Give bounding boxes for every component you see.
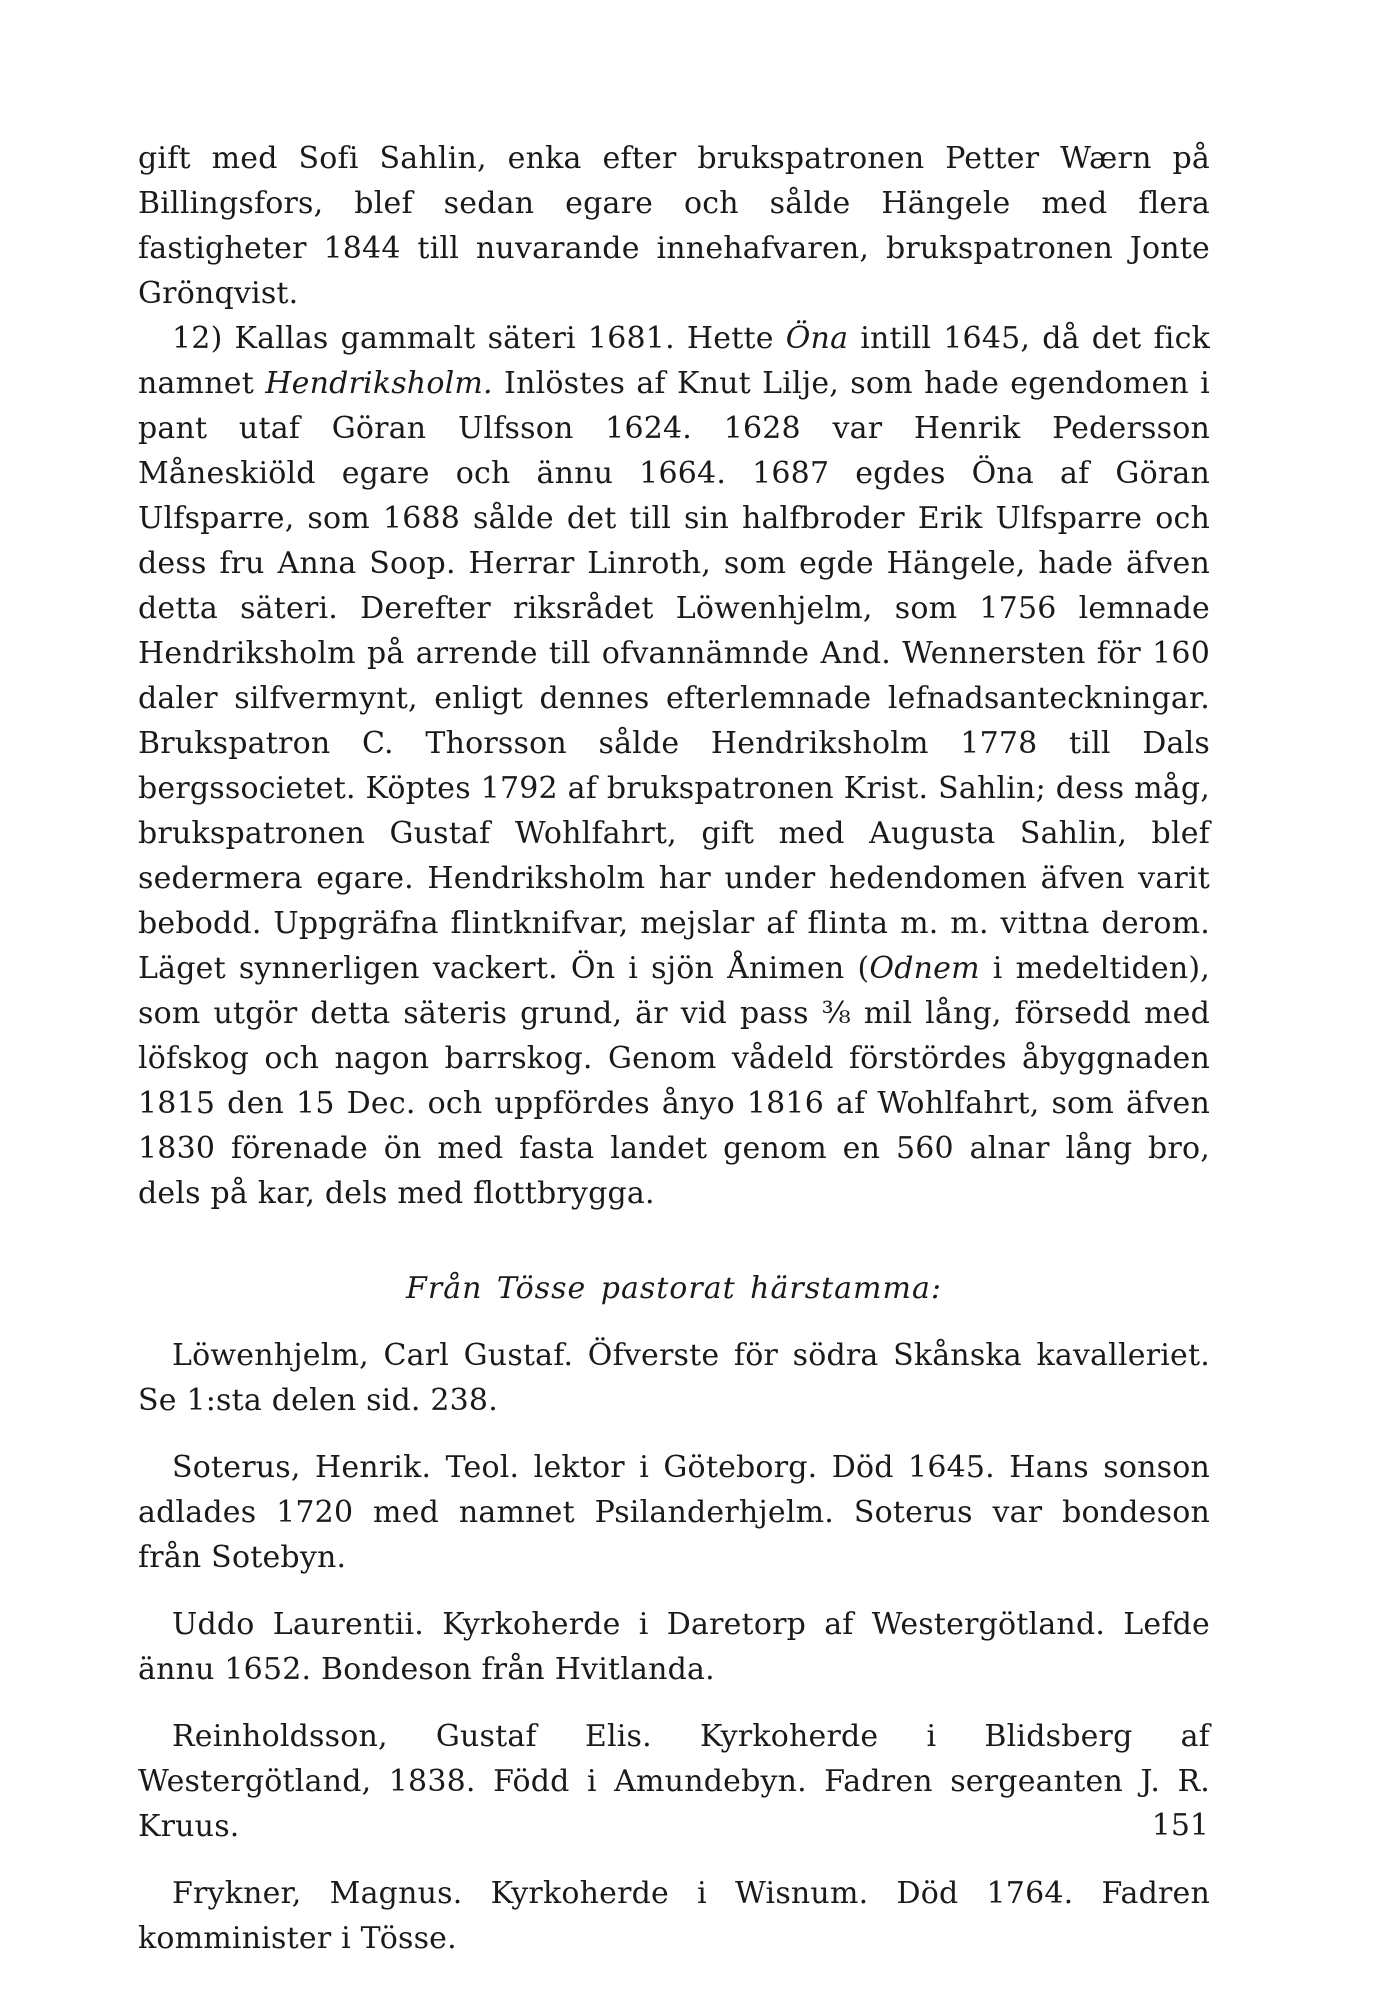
entry-soterus: Soterus, Henrik. Teol. lektor i Göteborg. Död 1645. Hans sonson adlades 1720 med namnet Psilanderhjelm. Soterus var bondeson från Sotebyn.	[138, 1450, 1210, 1575]
text-run: 12) Kallas gammalt säteri 1681. Hette	[172, 321, 786, 356]
italic-place-name: Öna	[785, 321, 849, 356]
text-run: i medeltiden), som utgör detta säteris grund, är vid pass ⅜ mil lång, försedd med löfskog och nagon barrskog. Genom vådeld förstördes åbyggnaden 1815 den 15 Dec. och uppfördes ånyo 1816 af Wohlfahrt, som äfven 1830 förenade ön med fasta landet genom en 560 alnar lång bro, dels på kar, dels med flottbrygga.	[138, 951, 1211, 1211]
italic-place-name: Hendriksholm.	[265, 366, 493, 401]
page-body	[138, 136, 1210, 1983]
entry-uddo: Uddo Laurentii. Kyrkoherde i Daretorp af Westergötland. Lefde ännu 1652. Bondeson från Hvitlanda.	[138, 1607, 1210, 1687]
paragraph-hendriksholm	[138, 316, 1210, 1216]
italic-place-name: Odnem	[869, 951, 980, 986]
section-heading: Från Tösse pastorat härstamma:	[406, 1271, 942, 1306]
text-run: Inlöstes af Knut Lilje, som hade egendomen i pant utaf Göran Ulfsson 1624. 1628 var Henrik Pedersson Måneskiöld egare och ännu 1664. 1687 egdes Öna af Göran Ulfsparre, som 1688 sålde det till sin halfbroder Erik Ulfsparre och dess fru Anna Soop. Herrar Linroth, som egde Hängele, hade äfven detta säteri. Derefter riksrådet Löwenhjelm, som 1756 lemnade Hendriksholm på arrende till ofvannämnde And. Wennersten för 160 daler silfvermynt, enligt dennes efterlemnade lefnadsanteckningar. Brukspatron C. Thorsson sålde Hendriksholm 1778 till Dals bergssocietet. Köptes 1792 af brukspatronen Krist. Sahlin; dess måg, brukspatronen Gustaf Wohlfahrt, gift med Augusta Sahlin, blef sedermera egare. Hendriksholm har under hedendomen äfven varit bebodd. Uppgräfna flintknifvar, mejslar af flinta m. m. vittna derom. Läget synnerligen vackert. Ön i sjön Ånimen (	[138, 366, 1210, 986]
paragraph-continuation: gift med Sofi Sahlin, enka efter brukspatronen Petter Wærn på Billingsfors, blef sedan egare och sålde Hängele med flera fastigheter 1844 till nuvarande innehafvaren, brukspatronen Jonte Grönqvist.	[138, 141, 1210, 311]
entry-reinholdsson: Reinholdsson, Gustaf Elis. Kyrkoherde i Blidsberg af Westergötland, 1838. Född i Amundebyn. Fadren sergeanten J. R. Kruus.	[138, 1719, 1210, 1844]
entry-lowenhjelm: Löwenhjelm, Carl Gustaf. Öfverste för södra Skånska kavalleriet. Se 1:sta delen sid. 238.	[138, 1338, 1210, 1418]
entry-frykner: Frykner, Magnus. Kyrkoherde i Wisnum. Död 1764. Fadren komminister i Tösse.	[138, 1876, 1210, 1956]
page-number: 151	[1151, 1808, 1209, 1843]
text-run: intill 1645, då det fick namnet	[138, 321, 1210, 401]
